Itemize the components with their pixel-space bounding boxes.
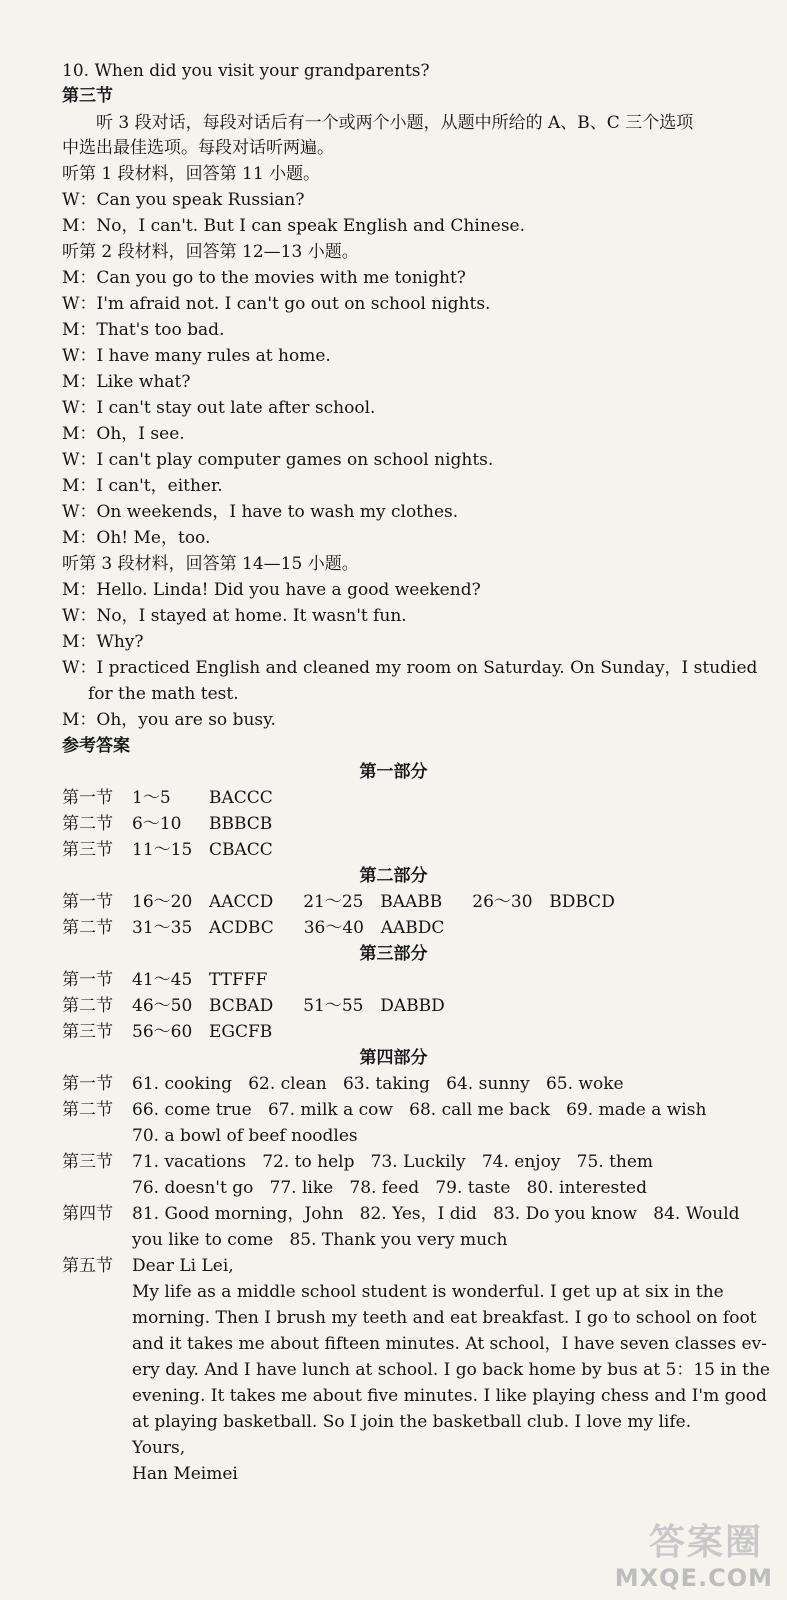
answers: EGCFB xyxy=(209,1022,273,1042)
part4-section4-answers: you like to come 85. Thank you very much xyxy=(132,1230,508,1250)
letter-line: Yours, xyxy=(132,1438,186,1458)
part2-title: 第二部分 xyxy=(359,866,428,886)
section-label: 第一节 xyxy=(62,970,113,990)
section-label: 第三节 xyxy=(62,840,113,860)
answers: BAABB xyxy=(380,892,443,912)
dialogue-line: M：Oh! Me，too. xyxy=(62,528,211,548)
part4-section3-answers: 71. vacations 72. to help 73. Luckily 74. enjoy 75. them xyxy=(132,1152,654,1172)
dialogue-line: M：Like what? xyxy=(62,372,191,392)
material-3-heading: 听第 3 段材料，回答第 14—15 小题。 xyxy=(62,554,359,574)
question-range: 31～35 xyxy=(132,918,193,938)
section-label: 第一节 xyxy=(62,1074,113,1094)
section-label: 第五节 xyxy=(62,1256,113,1276)
part4-section3-answers: 76. doesn't go 77. like 78. feed 79. taste 80. interested xyxy=(132,1178,647,1198)
dialogue-line: W：I have many rules at home. xyxy=(62,346,331,366)
part1-title: 第一部分 xyxy=(359,762,428,782)
section-label: 第一节 xyxy=(62,892,113,912)
question-10: 10. When did you visit your grandparents? xyxy=(62,61,430,81)
question-range: 51～55 xyxy=(303,996,364,1016)
section-label: 第一节 xyxy=(62,788,113,808)
part3-title: 第三部分 xyxy=(359,944,428,964)
dialogue-line: M：Hello. Linda! Did you have a good weekend? xyxy=(62,580,481,600)
part4-section1-answers: 61. cooking 62. clean 63. taking 64. sunny 65. woke xyxy=(132,1074,624,1094)
part4-section2-answers: 70. a bowl of beef noodles xyxy=(132,1126,358,1146)
answers: BCBAD xyxy=(209,996,274,1016)
material-1-heading: 听第 1 段材料，回答第 11 小题。 xyxy=(62,164,321,184)
question-range: 6～10 xyxy=(132,814,182,834)
dialogue-line: W：Can you speak Russian? xyxy=(62,190,305,210)
watermark-url: MXQE.COM xyxy=(614,1564,773,1592)
answers: CBACC xyxy=(209,840,273,860)
part4-section2-answers: 66. come true 67. milk a cow 68. call me back 69. made a wish xyxy=(132,1100,707,1120)
section-label: 第二节 xyxy=(62,918,113,938)
material-2-heading: 听第 2 段材料，回答第 12—13 小题。 xyxy=(62,242,359,262)
dialogue-line: W：I can't play computer games on school nights. xyxy=(62,450,494,470)
section-label: 第四节 xyxy=(62,1204,113,1224)
section-label: 第二节 xyxy=(62,814,113,834)
section-label: 第二节 xyxy=(62,1100,113,1120)
section-label: 第二节 xyxy=(62,996,113,1016)
answers: BDBCD xyxy=(549,892,615,912)
question-range: 1～5 xyxy=(132,788,171,808)
question-range: 41～45 xyxy=(132,970,193,990)
dialogue-line: W：I'm afraid not. I can't go out on school nights. xyxy=(62,294,491,314)
section-label: 第三节 xyxy=(62,1152,113,1172)
question-range: 21～25 xyxy=(303,892,364,912)
letter-line: Han Meimei xyxy=(132,1464,238,1484)
dialogue-line: W：I can't stay out late after school. xyxy=(62,398,376,418)
letter-line: at playing basketball. So I join the basketball club. I love my life. xyxy=(132,1412,692,1432)
dialogue-line: M：Oh，you are so busy. xyxy=(62,710,276,730)
section3-instruction-line1: 听 3 段对话，每段对话后有一个或两个小题，从题中所给的 A、B、C 三个选项 xyxy=(96,113,694,133)
answers: BBBCB xyxy=(209,814,273,834)
letter-line: evening. It takes me about five minutes. I like playing chess and I'm good xyxy=(132,1386,767,1406)
dialogue-line: M：That's too bad. xyxy=(62,320,225,340)
part4-title: 第四部分 xyxy=(359,1048,428,1068)
dialogue-line: W：I practiced English and cleaned my room on Saturday. On Sunday，I studied xyxy=(62,658,758,678)
dialogue-line: M：Oh，I see. xyxy=(62,424,185,444)
dialogue-line: W：No，I stayed at home. It wasn't fun. xyxy=(62,606,407,626)
letter-line: morning. Then I brush my teeth and eat breakfast. I go to school on foot xyxy=(132,1308,757,1328)
question-range: 11～15 xyxy=(132,840,193,860)
dialogue-line: M：Why? xyxy=(62,632,144,652)
dialogue-line: for the math test. xyxy=(88,684,239,704)
answers: BACCC xyxy=(209,788,273,808)
dialogue-line: M：No，I can't. But I can speak English and Chinese. xyxy=(62,216,526,236)
question-range: 46～50 xyxy=(132,996,193,1016)
answer-key-heading: 参考答案 xyxy=(62,736,130,756)
letter-line: ery day. And I have lunch at school. I go back home by bus at 5：15 in the xyxy=(132,1360,770,1380)
dialogue-line: M：Can you go to the movies with me tonight? xyxy=(62,268,466,288)
section-label: 第三节 xyxy=(62,1022,113,1042)
answers: TTFFF xyxy=(209,970,268,990)
letter-line: and it takes me about fifteen minutes. At school，I have seven classes ev- xyxy=(132,1334,767,1354)
answers: AACCD xyxy=(209,892,274,912)
answers: ACDBC xyxy=(209,918,274,938)
letter-line: Dear Li Lei, xyxy=(132,1256,234,1276)
question-range: 16～20 xyxy=(132,892,193,912)
watermark-logo xyxy=(613,1514,773,1592)
dialogue-line: M：I can't，either. xyxy=(62,476,223,496)
answers: DABBD xyxy=(380,996,445,1016)
part4-section4-answers: 81. Good morning，John 82. Yes，I did 83. Do you know 84. Would xyxy=(132,1204,740,1224)
dialogue-line: W：On weekends，I have to wash my clothes. xyxy=(62,502,459,522)
section3-instruction-line2: 中选出最佳选项。每段对话听两遍。 xyxy=(62,138,334,158)
answers: AABDC xyxy=(380,918,445,938)
question-range: 56～60 xyxy=(132,1022,193,1042)
section3-heading: 第三节 xyxy=(62,86,113,106)
question-range: 26～30 xyxy=(472,892,533,912)
question-range: 36～40 xyxy=(303,918,364,938)
letter-line: My life as a middle school student is wonderful. I get up at six in the xyxy=(132,1282,724,1302)
watermark-cn: 答案圈 xyxy=(648,1522,763,1563)
